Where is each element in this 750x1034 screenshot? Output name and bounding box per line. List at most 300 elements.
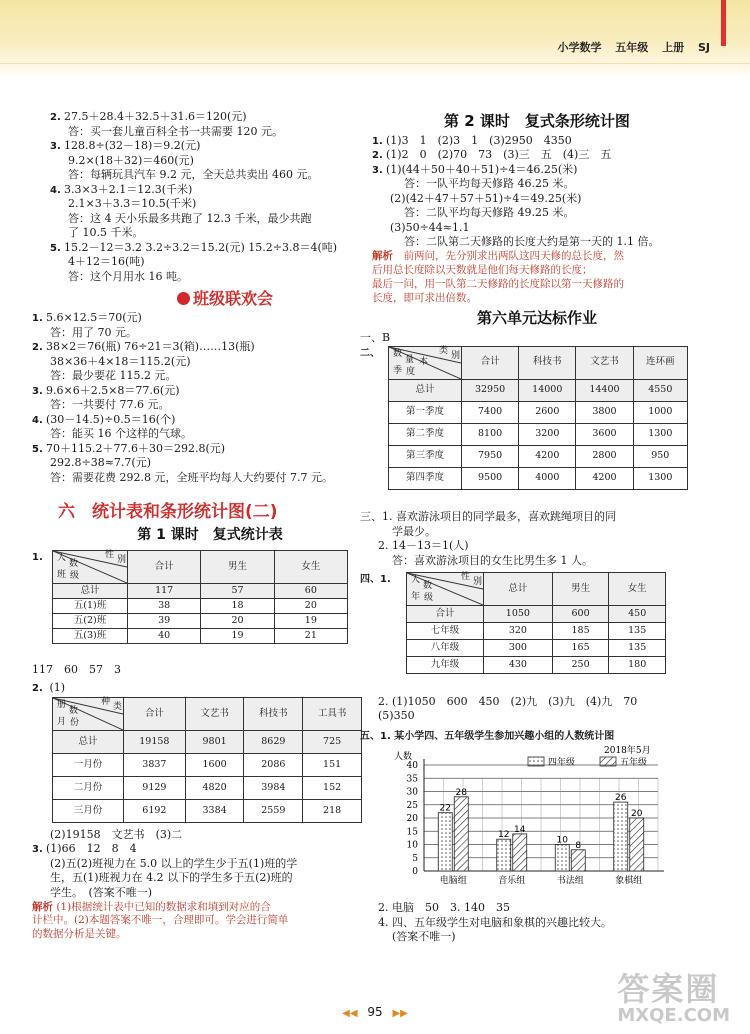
table-row	[53, 731, 362, 754]
answer-line	[372, 192, 702, 207]
answer-text: 答：这 4 天小乐最多共跑了 12.3 千米，最少共跑	[68, 211, 312, 225]
answer-text: (5)350	[378, 709, 415, 723]
page-number: 95	[367, 1005, 383, 1019]
explanation-label: 解析	[32, 900, 53, 913]
corner-label: 别	[473, 577, 483, 588]
table-corner-cell	[53, 698, 124, 731]
answer-line	[32, 442, 370, 457]
party-answers	[32, 311, 370, 485]
corner-label: 性	[461, 572, 471, 583]
corner-label: 年	[411, 592, 421, 603]
chapter-title-text: 六 统计表和条形统计图(二)	[58, 502, 278, 523]
table-corner-cell	[407, 573, 484, 606]
question-number: 3.	[32, 385, 43, 397]
answer-line	[372, 177, 702, 192]
answer-line	[32, 828, 370, 843]
answer-line	[360, 554, 702, 569]
bar-value-label: 14	[514, 824, 526, 835]
table-cell: 3384	[185, 800, 244, 823]
corner-label: 数	[423, 581, 433, 592]
x-tick-label: 音乐组	[498, 875, 526, 886]
table-cell: 4550	[633, 379, 687, 401]
table-cell: 9500	[462, 467, 519, 489]
table-row	[389, 401, 688, 423]
answer-text: 答：每辆玩具汽车 9.2 元，全天总共卖出 460 元。	[68, 168, 319, 182]
book-quarter-table	[388, 346, 688, 490]
corner-label: 度	[406, 366, 416, 377]
bar-value-label: 10	[556, 835, 568, 846]
table-header-cell: 男生	[552, 573, 609, 606]
unit-title-text: 第六单元达标作业	[476, 309, 597, 328]
answer-text: 292.8÷38≈7.7(元)	[50, 456, 151, 470]
table-cell: 117	[128, 584, 201, 599]
answer-text: 2. (1)1050 600 450 (2)九 (3)九 (4)九 70	[378, 694, 638, 708]
left-column	[32, 110, 370, 942]
answer-line	[360, 901, 702, 916]
table-cell: 14400	[576, 379, 633, 401]
table-cell: 57	[201, 584, 274, 599]
answer-text: (1)66 12 8 4	[46, 842, 137, 856]
question-number: 3.	[372, 164, 383, 176]
bar-grade5	[513, 834, 527, 871]
corner-label: 性	[105, 550, 115, 561]
corner-label: 月	[57, 717, 67, 728]
question-number: 4.	[50, 184, 61, 196]
table-row-label: 第一季度	[389, 401, 462, 423]
bar-grade5	[630, 818, 644, 871]
explanation-label: 解析	[372, 249, 393, 262]
answer-text: 5.6×12.5＝70(元)	[46, 311, 142, 325]
table-cell: 9129	[124, 777, 186, 800]
table-row-label: 总计	[389, 379, 462, 401]
answer-line	[32, 886, 370, 901]
question-number: 3.	[32, 844, 43, 856]
table-cell: 180	[609, 657, 666, 674]
table-cell: 3837	[124, 754, 186, 777]
table-cell: 8100	[462, 423, 519, 445]
answer-line	[50, 226, 370, 241]
table-header-cell: 科技书	[519, 346, 576, 379]
y-axis-label: 人数	[394, 751, 413, 762]
bar-value-label: 26	[615, 793, 627, 804]
chart-date: 2018年5月	[604, 745, 651, 756]
answer-line	[360, 916, 702, 931]
table-cell: 21	[274, 629, 347, 644]
lesson1-title	[50, 526, 370, 544]
answer-line	[50, 125, 370, 140]
table-cell: 4200	[519, 445, 576, 467]
table-cell: 725	[303, 731, 362, 754]
table-row	[53, 777, 362, 800]
explanation-line: 的数据分析是关键。	[32, 928, 127, 941]
table-row	[53, 800, 362, 823]
answer-text: (30－14.5)÷0.5＝16(个)	[46, 412, 176, 426]
unit-q4-table-block	[360, 572, 702, 670]
table-row-label: 第四季度	[389, 467, 462, 489]
table-row-label: 七年级	[407, 623, 484, 640]
answer-text: 2. 电脑 50 3. 140 35	[378, 900, 510, 914]
table-cell: 300	[484, 640, 553, 657]
table-cell: 20	[201, 614, 274, 629]
legend-label-grade5: 五年级	[620, 757, 648, 768]
y-tick-label: 0	[412, 866, 418, 877]
bar-grade4	[555, 844, 569, 871]
answer-text: 答：最少要花 115.2 元。	[50, 369, 177, 383]
table-row	[53, 754, 362, 777]
answer-line	[360, 930, 702, 945]
answer-text: 128.8÷(32－18)＝9.2(元)	[64, 139, 201, 153]
bar-grade5	[571, 850, 585, 871]
answer-text: 答：需要花费 292.8 元，全班平均每人大约要付 7.7 元。	[50, 470, 333, 484]
corner-label: 人	[57, 553, 67, 564]
corner-label: 级	[70, 571, 80, 582]
table-header-cell: 女生	[609, 573, 666, 606]
answer-line	[32, 456, 370, 471]
next-arrows-icon: ▶▶	[392, 1008, 408, 1019]
answer-line	[50, 110, 370, 125]
table-cell: 39	[128, 614, 201, 629]
table-row	[407, 623, 666, 640]
red-dot-icon	[177, 292, 190, 305]
table-row-label: 第二季度	[389, 423, 462, 445]
answer-line	[32, 326, 370, 341]
table-cell: 6192	[124, 800, 186, 823]
y-tick-label: 5	[412, 853, 418, 864]
explanation-line: (1)根据统计表中已知的数据求和填到对应的合	[53, 900, 271, 913]
answer-text: (2)五(2)班视力在 5.0 以上的学生少于五(1)班的学	[50, 856, 298, 870]
table-cell: 14000	[519, 379, 576, 401]
y-tick-label: 15	[406, 827, 418, 838]
answer-text: 70＋115.2＋77.6＋30＝292.8(元)	[46, 441, 226, 455]
answer-line	[360, 695, 702, 710]
answer-line	[360, 539, 702, 554]
answer-text: (1)(44＋50＋40＋51)÷4＝46.25(米)	[386, 162, 578, 176]
table-cell: 19158	[124, 731, 186, 754]
corner-label: 册	[57, 700, 67, 711]
subject-label: 小学数学	[557, 41, 602, 54]
table-cell: 18	[201, 599, 274, 614]
answer-line	[32, 398, 370, 413]
explanation-line: 后用总长度除以天数就是他们每天修路的长度；	[372, 263, 593, 276]
question-number: 二、	[360, 347, 380, 359]
table-cell: 32950	[462, 379, 519, 401]
answer-line	[50, 197, 370, 212]
answer-text: (3)50÷44≈1.1	[390, 220, 470, 234]
y-tick-label: 30	[406, 787, 418, 798]
table-cell: 4820	[185, 777, 244, 800]
table-header-cell: 总计	[484, 573, 553, 606]
table-cell: 2559	[244, 800, 303, 823]
answers-block-continued	[50, 110, 370, 284]
table-cell: 4200	[576, 467, 633, 489]
answer-text: 3.3×3＋2.1＝12.3(千米)	[64, 182, 193, 196]
table-row	[389, 379, 688, 401]
question-number: 1.	[32, 313, 43, 325]
table-cell: 3984	[244, 777, 303, 800]
answer-line	[32, 311, 370, 326]
answer-line	[50, 241, 370, 256]
bar-grade4	[497, 839, 511, 871]
x-tick-label: 书法组	[556, 875, 584, 886]
corner-label: 班	[57, 570, 67, 581]
answer-text: 38×36＋4×18＝115.2(元)	[50, 354, 191, 368]
question-number: 3.	[50, 141, 61, 153]
question-number: 4.	[32, 414, 43, 426]
answer-line	[372, 134, 702, 149]
y-tick-label: 10	[406, 840, 418, 851]
answer-text: 2.1×3＋3.3＝10.5(千米)	[68, 197, 197, 211]
corner-label: 别	[117, 555, 127, 566]
table-cell: 4000	[519, 467, 576, 489]
bar-value-label: 8	[575, 840, 582, 851]
table-cell: 430	[484, 657, 553, 674]
answer-text: 答：一队平均每天修路 46.25 米。	[404, 177, 575, 191]
table-row-label: 三月份	[53, 800, 124, 823]
table-row	[389, 423, 688, 445]
table-header-cell: 男生	[201, 551, 274, 584]
lesson2-answers	[372, 134, 702, 250]
answer-text: 了 10.5 千米。	[68, 226, 144, 240]
answer-line	[32, 384, 370, 399]
answer-line	[50, 183, 370, 198]
answer-text: 学生。 (答案不唯一)	[50, 886, 153, 899]
table-row	[53, 599, 348, 614]
answers-block-q2-q3	[32, 828, 370, 901]
answer-text: 2. 14－13＝1(人)	[378, 539, 469, 553]
question-number: 5.	[50, 242, 61, 254]
answer-line	[50, 139, 370, 154]
table-header-cell: 工具书	[303, 698, 362, 731]
interest-group-bar-chart	[372, 743, 702, 901]
table-row-label: 一月份	[53, 754, 124, 777]
question-number: 2.	[32, 342, 43, 354]
unit-q4-answers	[360, 695, 702, 724]
corner-label: 数	[69, 706, 79, 717]
table-cell: 3600	[576, 423, 633, 445]
volume-label: 上册	[662, 41, 685, 54]
explanation-line: 最后一问，用一队第二天修路的长度除以第一天修路的	[372, 277, 624, 290]
table-row-label: 合计	[407, 606, 484, 623]
answer-text: 学最少。	[392, 524, 436, 538]
table-cell: 135	[609, 623, 666, 640]
answer-line	[50, 168, 370, 183]
table-row	[407, 606, 666, 623]
y-tick-label: 40	[406, 760, 418, 771]
table-cell: 20	[274, 599, 347, 614]
answer-line	[372, 148, 702, 163]
table-row-label: 五(1)班	[53, 599, 128, 614]
legend-label-grade4: 四年级	[548, 757, 576, 768]
table-corner-cell	[389, 346, 462, 379]
table-cell: 135	[609, 640, 666, 657]
edition-label: SJ	[697, 41, 710, 54]
watermark	[617, 968, 730, 1028]
prev-arrows-icon: ◀◀	[342, 1008, 358, 1019]
answer-line	[32, 369, 370, 384]
table-cell: 1050	[484, 606, 553, 623]
answer-text: 答：买一套儿童百科全书一共需要 120 元。	[68, 124, 283, 138]
table-cell: 9801	[185, 731, 244, 754]
table-row-label: 总计	[53, 731, 124, 754]
answer-line	[32, 857, 370, 872]
answer-text: 9.6×6＋2.5×8＝77.6(元)	[46, 383, 180, 397]
table-row-label: 九年级	[407, 657, 484, 674]
corner-diagonal	[407, 573, 483, 605]
table-header-cell: 合计	[128, 551, 201, 584]
table-row	[407, 657, 666, 674]
grade-label: 五年级	[615, 41, 649, 54]
question-number: 2.	[372, 150, 383, 162]
question-2-table-block	[32, 681, 370, 817]
answer-line	[50, 255, 370, 270]
table-header-cell: 连环画	[633, 346, 687, 379]
answer-line	[372, 163, 702, 178]
table-header-cell: 科技书	[244, 698, 303, 731]
corner-label: 季	[393, 365, 403, 376]
party-title-text: 班级联欢会	[192, 289, 273, 309]
answer-text: 4. 四、五年级学生对电脑和象棋的兴趣比较大。	[378, 915, 612, 929]
answer-text: 三、1. 喜欢游泳项目的同学最多，喜欢跳绳项目的同	[360, 510, 616, 524]
answer-text: (2)19158 文艺书 (3)二	[50, 827, 183, 841]
corner-label: 级	[424, 593, 434, 604]
table1-answer: 117 60 57 3	[32, 662, 121, 676]
table-row	[53, 614, 348, 629]
corner-label: 类	[113, 702, 123, 713]
table-row-label: 二月份	[53, 777, 124, 800]
table-header-row	[389, 346, 688, 379]
table-row-label: 八年级	[407, 640, 484, 657]
unit-title	[372, 309, 702, 329]
corner-label: 别	[451, 350, 461, 361]
table-cell: 38	[128, 599, 201, 614]
watermark-text: 答案圈	[617, 970, 720, 1008]
table-cell: 7950	[462, 445, 519, 467]
corner-diagonal	[389, 347, 461, 379]
answer-line	[32, 871, 370, 886]
table-cell: 2086	[244, 754, 303, 777]
bar-grade4	[438, 813, 452, 871]
watermark-url: MXQE.COM	[617, 1005, 730, 1027]
table-header-cell: 文艺书	[185, 698, 244, 731]
unit-q5-answers	[360, 901, 702, 945]
table-corner-cell	[53, 551, 128, 584]
table-cell: 250	[552, 657, 609, 674]
answer-text: 答：一共要付 77.6 元。	[50, 398, 170, 412]
table-header-cell: 合计	[462, 346, 519, 379]
table-row-label: 总计	[53, 584, 128, 599]
table-row	[407, 640, 666, 657]
answer-line	[32, 471, 370, 486]
table-cell: 1300	[633, 467, 687, 489]
bar-value-label: 22	[439, 803, 451, 814]
answer-line	[50, 212, 370, 227]
bar-value-label: 20	[631, 808, 643, 819]
unit-q2-table-block	[360, 345, 702, 483]
y-tick-label: 20	[406, 813, 418, 824]
corner-label: 人	[411, 575, 421, 586]
book-month-table	[52, 697, 362, 823]
question-number: 1.	[32, 552, 43, 564]
chart-container	[372, 743, 702, 901]
answer-text: 答：喜欢游泳项目的女生比男生多 1 人。	[392, 553, 593, 567]
table-header-row	[53, 698, 362, 731]
answer-line	[372, 221, 702, 236]
lesson2-title	[372, 112, 702, 132]
answer-line	[32, 413, 370, 428]
table-row	[53, 584, 348, 599]
table-cell: 40	[128, 629, 201, 644]
y-tick-label: 35	[406, 774, 418, 785]
table-cell: 1300	[633, 423, 687, 445]
question-number: 2.	[32, 683, 43, 695]
chart-title: 五、1. 某小学四、五年级学生参加兴趣小组的人数统计图	[360, 730, 615, 742]
y-tick-label: 25	[406, 800, 418, 811]
x-tick-label: 象棋组	[615, 875, 643, 886]
lesson1-title-text: 第 1 课时 复式统计表	[137, 526, 283, 543]
table-cell: 19	[201, 629, 274, 644]
table-cell: 7400	[462, 401, 519, 423]
unit-q3-answers	[360, 510, 702, 568]
explanation-line: 计栏中。(2)本题答案不唯一，合理即可。学会进行简单	[32, 914, 289, 927]
question-number: 1.	[372, 135, 383, 147]
answer-text: 27.5＋28.4＋32.5＋31.6＝120(元)	[64, 110, 247, 123]
table-cell: 151	[303, 754, 362, 777]
answer-text: (1)3 1 (2)3 1 (3)2950 4350	[386, 133, 572, 147]
question-number: 5.	[32, 443, 43, 455]
table-cell: 8629	[244, 731, 303, 754]
answer-line	[32, 340, 370, 355]
table-row-label: 五(3)班	[53, 629, 128, 644]
table-cell: 60	[274, 584, 347, 599]
header-band	[0, 0, 750, 78]
table-cell: 2800	[576, 445, 633, 467]
bar-grade5	[454, 797, 468, 871]
bar-value-label: 28	[455, 787, 467, 798]
bar-grade4	[614, 802, 628, 871]
table-cell: 185	[552, 623, 609, 640]
explanation-line: 长度，即可求出倍数。	[372, 291, 477, 304]
sub-question-label: (1)	[49, 681, 66, 695]
corner-label: 种	[101, 697, 111, 708]
left-explanation	[32, 901, 370, 943]
corner-label: 数	[393, 348, 403, 359]
corner-diagonal	[53, 551, 127, 583]
answer-text: (2)(42＋47＋57＋51)÷4＝49.25(米)	[390, 191, 582, 205]
bar-value-label: 12	[498, 830, 510, 841]
x-tick-label: 电脑组	[439, 875, 467, 886]
lesson2-title-text: 第 2 课时 复式条形统计图	[444, 112, 630, 130]
table-cell: 1000	[633, 401, 687, 423]
class-gender-table	[52, 550, 348, 644]
corner-label: 数	[69, 559, 79, 570]
answer-line	[50, 154, 370, 169]
answer-line	[360, 510, 702, 525]
answer-text: 答：二队第二天修路的长度大约是第一天的 1.1 倍。	[404, 235, 660, 249]
answer-text: (答案不唯一)	[392, 930, 456, 944]
chapter-title	[58, 501, 370, 523]
answer-line	[32, 427, 370, 442]
table-cell: 152	[303, 777, 362, 800]
table-row-label: 五(2)班	[53, 614, 128, 629]
table-row-label: 第三季度	[389, 445, 462, 467]
table-cell: 2600	[519, 401, 576, 423]
table-cell: 450	[609, 606, 666, 623]
table-header-cell: 女生	[274, 551, 347, 584]
answer-text: 答：二队平均每天修路 49.25 米。	[404, 206, 575, 220]
table-header-cell: 文艺书	[576, 346, 633, 379]
right-explanation	[372, 250, 702, 305]
table-cell: 3200	[519, 423, 576, 445]
